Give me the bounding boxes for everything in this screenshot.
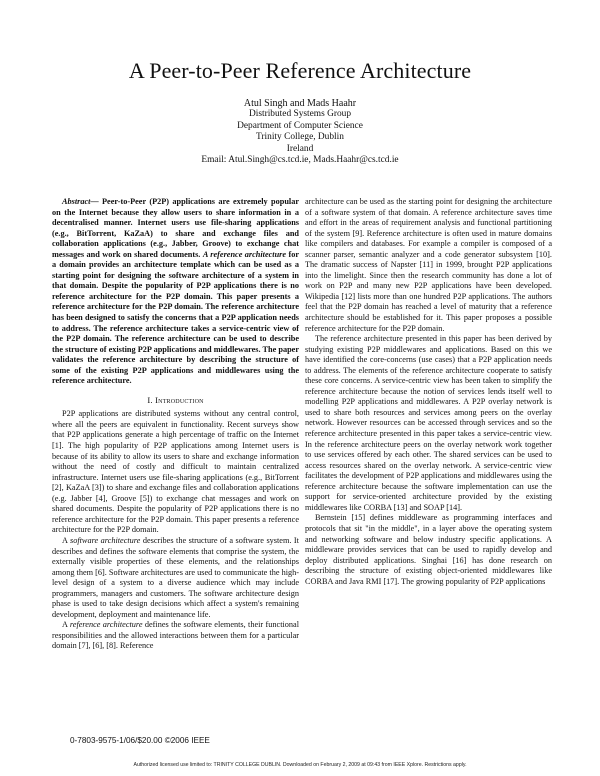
abstract-label: Abstract bbox=[62, 197, 91, 206]
abstract-text-a: — Peer-to-Peer (P2P) applications are extremely popular on the Internet because they allow users to share information in a decentralised manner. Internet users use file-sharing applications (e.g., BitTorrent, KaZaA) to share and exchange files and collaboration applications (e.g., Jabber, Groove) to exchange chat messages and work on shared documents. bbox=[52, 197, 299, 259]
right-column bbox=[305, 197, 552, 587]
abstract-text-b: for a domain provides an architecture template which can be used as a starting point for designing the software architecture of a system in that domain. Despite the popularity of P2P applications there is no reference architecture for the P2P domain. This paper presents a reference architecture for the P2P domain. The reference architecture has been designed to satisfy the concerns that a P2P application needs to address. The reference architecture takes a service-centric view of the P2P domain. The reference architecture can be used to describe the structure of existing P2P applications and middlewares. The paper validates the reference architecture by describing the structure of some of the existing P2P applications and middlewares using the reference architecture. bbox=[52, 249, 300, 386]
intro-paragraph-2 bbox=[52, 536, 299, 620]
section-heading bbox=[52, 395, 299, 406]
p2-text: describes the structure of a software system. It describes and defines the software elements that comprise the system, the externally visible properties of these elements, and the relationships among them [6]. Software architectures are used to communicate the high-level design of a system to a diverse audience which may include programmers, managers and customers. The software architecture design phase is used to take design decisions which affect a system's remaining development, deployment and maintenance life. bbox=[52, 535, 299, 619]
paper-title: A Peer-to-Peer Reference Architecture bbox=[128, 58, 472, 83]
p3-text: defines the software elements, their functional responsibilities and the allowed interactions between them for a particular domain [7], [6], [8]. Reference bbox=[52, 620, 299, 651]
abstract bbox=[52, 197, 299, 387]
author-department: Department of Computer Science bbox=[237, 120, 363, 131]
section-title: Introduction bbox=[155, 394, 204, 405]
right-paragraph-3: Bernstein [15] defines middleware as programming interfaces and protocols that sit "in the middle", in a layer above the operating system and networking software and below industry specific applications. A middleware provides services that can be used to rapidly develop and deploy distributed applications. Singhai [16] has done research on describing the structure of existing object-oriented middlewares like CORBA and Java RMI [17]. The growing popularity of P2P applications bbox=[305, 513, 552, 586]
section-number: I. bbox=[147, 394, 153, 405]
intro-paragraph-3 bbox=[52, 620, 299, 652]
author-country: Ireland bbox=[286, 143, 314, 154]
author-email: Email: Atul.Singh@cs.tcd.ie, Mads.Haahr@cs.tcd.ie bbox=[201, 155, 399, 166]
author-group: Distributed Systems Group bbox=[248, 109, 352, 120]
abstract-emphasis: A reference architecture bbox=[202, 249, 287, 259]
author-names: Atul Singh and Mads Haahr bbox=[243, 98, 357, 109]
p2-emphasis: software architecture bbox=[70, 535, 141, 545]
left-column bbox=[52, 197, 299, 652]
intro-paragraph-1: P2P applications are distributed systems without any central control, where all the peers are equivalent in functionality. Recent surveys show that P2P applications generate a high percentage of traffic on the Internet [1]. The high popularity of P2P applications among Internet users is because of its ability to allow its users to share and exchange information without the need of costly and difficult to maintain centralized infrastructure. Internet users use file-sharing applications (e.g., BitTorrent [2], KaZaA [3]) to share and exchange files and collaboration applications (e.g. Jabber [4], Groove [5]) to exchange chat messages and work on shared documents. Despite the popularity of P2P applications there is no reference architecture for the P2P domain. This paper presents a reference architecture for the P2P domain. bbox=[52, 409, 299, 535]
author-college: Trinity College, Dublin bbox=[256, 132, 344, 143]
p3-prefix: A bbox=[62, 620, 70, 630]
p3-emphasis: reference architecture bbox=[69, 620, 143, 630]
copyright-notice: 0-7803-9575-1/06/$20.00 ©2006 IEEE bbox=[70, 736, 210, 745]
download-footer: Authorized licensed use limited to: TRINITY COLLEGE DUBLIN. Downloaded on February 2, 2009 at 09:43 from IEEE Xplore. Restrictions apply. bbox=[133, 762, 467, 768]
p2-prefix: A bbox=[62, 535, 71, 545]
right-paragraph-2: The reference architecture presented in this paper has been derived by studying existing P2P middlewares and applications. Based on this we have identified the core-concerns (use cases) that a P2P application needs to address. The elements of the reference architecture cooperate to satisfy these core concerns. A service-centric view has been taken to simplify the reference architecture because the notion of services lends itself well to modelling P2P applications and middlewares. A P2P overlay network is used to share both resources and services among peers on the overlay network. However resources can be accessed through services and so the reference architecture presented in this paper takes a service-centric view. In the reference architecture peers on the overlay network work together to use services offered by each other. The shared services can be used to access resources shared on the overlay network. A service-centric view facilitates the development of P2P applications and middlewares using the reference architecture because the software implementation can use the support for service-oriented architecture provided by the existing middlewares like CORBA [13] and SOAP [14]. bbox=[305, 334, 552, 512]
author-block bbox=[0, 98, 600, 166]
right-paragraph-1: architecture can be used as the starting point for designing the architecture of a software system of that domain. A reference architecture saves time and effort in the areas of requirement analysis and functional partitioning of the system [9]. Reference architecture is often used in mature domains like compilers and databases. For example a compiler is composed of a scanner parser, semantic analyzer and a code generator subsystem [10]. The dramatic success of Napster [11] in 1999, brought P2P applications into the limelight. Since then the research community has done a lot of work on P2P and many new P2P applications have been developed. Wikipedia [12] lists more than one hundred P2P applications. The authors feel that the P2P domain has reached a level of maturity that a reference architecture should be established for it. This paper proposes a possible reference architecture for the P2P domain. bbox=[305, 197, 552, 333]
